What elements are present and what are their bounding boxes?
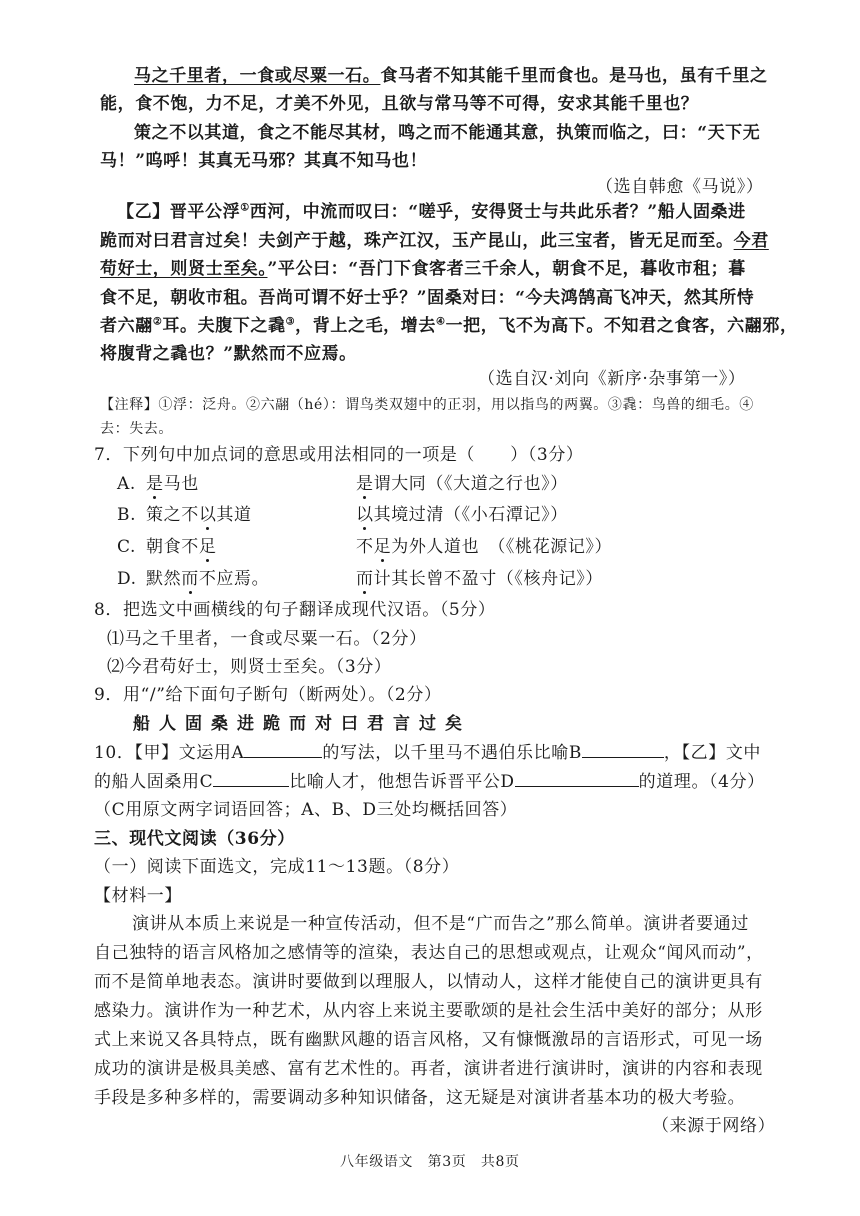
q7-b-left: 策之不以其道 [146,505,252,525]
notes-line-1: 【注释】①浮：泛舟。②六翮（hé）：谓鸟类双翅中的正羽，用以指鸟的两翼。③毳：鸟兽的细毛。④ [100,397,754,413]
dotted-char: 足 [198,537,217,557]
dotted-char: 以 [198,505,217,525]
answer-blank-a[interactable] [244,741,322,758]
dotted-char: 以 [356,505,374,525]
q7-option-d: D. [117,569,137,589]
q10-text: 比喻人才，他想告诉晋平公D [289,772,515,792]
yi-label: 【乙】 [117,202,170,222]
yi-line-2 [100,229,769,253]
q10-text: ，【乙】文中 [663,743,762,763]
material-1-label: 【材料一】 [94,886,182,906]
yi-text: 晋平公浮 [169,202,241,222]
q7-option-a [117,472,136,496]
q7-stem: 7．下列句中加点词的意思或用法相同的一项是（ ）（3分） [94,445,584,465]
yi-line-4: 食不足，朝收市租。吾尚可谓不好士乎？”固桑对曰：“今夫鸿鹄高飞冲天，然其所恃 [100,288,755,308]
yi-text: 耳。夫腹下之毳 [162,316,286,336]
q9-sentence: 船人固桑进跪而对曰君言过矣 [133,714,471,734]
jia-line-1-rest: 食马者不知其能千里而食也。是马也，虽有千里之 [380,66,768,86]
yi-text: 西河，中流而叹曰：“嗟乎，安得贤士与共此乐者？”船人固桑进 [249,202,746,222]
jia-line-1 [134,64,768,88]
yi-underlined-start: 今君 [733,231,769,251]
yi-line-1 [117,200,746,224]
page-footer: 八年级语文 第3页 共8页 [340,1154,520,1170]
q9-stem: 9．用“/”给下面句子断句（断两处）。（2分） [94,685,442,705]
material-1-line-6: 成功的演讲是极具美感、富有艺术性的。再者，演讲者进行演讲时，演讲的内容和表现 [94,1059,763,1079]
jia-underlined-sentence: 马之千里者，一食或尽粟一石。 [134,66,381,86]
jia-line-3: 策之不以其道，食之不能尽其材，鸣之而不能通其意，执策而临之，曰：“天下无 [134,123,761,143]
note-marker-3: ③ [285,316,296,328]
q10-line-1 [94,741,761,765]
option-label: A. [117,474,136,494]
note-marker-1: ① [240,202,250,214]
material-1-line-5: 式上来说又各具特点，既有幽默风趣的语言风格，又有慷慨激昂的言语形式，可见一场 [94,1030,763,1050]
yi-text: ”平公曰：“吾门下食客者三千余人，朝食不足，暮收市租；暮 [267,259,746,279]
yi-line-3 [100,257,746,281]
material-1-line-4: 感染力。演讲作为一种艺术，从内容上来说主要歌颂的是社会生活中美好的部分；从形 [94,1001,763,1021]
dotted-char: 足 [373,537,392,557]
q8-stem: 8．把选文中画横线的句子翻译成现代汉语。（5分） [94,600,496,620]
q8-item-2: ⑵今君苟好士，则贤士至矣。（3分） [107,657,392,677]
q7-d-right: 而计其长曾不盈寸（《核舟记》） [356,569,604,589]
q7-c-right: 不足为外人道也 （《桃花源记》） [356,537,613,557]
jia-line-2: 能，食不饱，力不足，才美不外见，且欲与常马等不可得，安求其能千里也？ [100,94,699,114]
q7-option-b: B. [117,505,137,525]
q8-item-1: ⑴马之千里者，一食或尽粟一石。（2分） [107,629,427,649]
q7-option-c: C. [117,537,137,557]
note-marker-2: ② [152,316,163,328]
q10-text: 的道理。（4分） [638,772,765,792]
yi-text: ，背上之毛，增去 [295,316,436,336]
dotted-char: 是 [146,474,164,494]
dotted-char: 而 [181,569,199,589]
q7-b-right: 以其境过清（《小石潭记》） [356,505,568,525]
q10-text: 10．【甲】文运用A [94,743,245,763]
section-3-subtitle: （一）阅读下面选文，完成11～13题。（8分） [94,857,460,877]
material-1-line-3: 而不是简单地表态。演讲时要做到以理服人，以情动人，这样才能使自己的演讲更具有 [94,972,763,992]
material-1-line-1: 演讲从本质上来说是一种宣传活动，但不是“广而告之”那么简单。演讲者要通过 [132,914,749,934]
q10-note: （C用原文两字词语回答；A、B、D三处均概括回答） [94,800,518,820]
jia-line-4: 马！”呜呼！其真无马邪？其真不知马也！ [100,151,428,171]
notes-line-2: 去：失去。 [100,421,173,437]
yi-line-5 [100,314,798,338]
q7-c-left: 朝食不足 [146,537,217,557]
q7-a-right: 是谓大同（《大道之行也》） [356,474,568,494]
section-3-title: 三、现代文阅读（36分） [94,829,295,849]
q7-a-left: 是马也 [146,474,199,494]
material-1-line-2: 自己独特的语言风格加之感情等的渲染，表达自己的思想或观点，让观众“闻风而动”， [94,943,764,963]
q10-line-2 [94,770,765,794]
yi-text: 一把，飞不为高下。不知君之食客，六翮邪， [445,316,798,336]
q10-text: 的写法，以千里马不遇伯乐比喻B [322,743,582,763]
yi-text: 跪而对曰君言过矣！夫剑产于越，珠产江汉，玉产昆山，此三宝者，皆无足而至。 [100,231,734,251]
yi-text: 者六翮 [100,316,153,336]
dotted-char: 而 [356,569,374,589]
yi-source: （选自汉·刘向《新序·杂事第一》） [478,369,746,389]
yi-line-6: 将腹背之毳也？”默然而不应焉。 [100,344,357,364]
material-1-line-7: 手段是多种多样的，需要调动多种知识储备，这无疑是对演讲者基本功的极大考验。 [94,1088,746,1108]
q7-d-left: 默然而不应焉。 [146,569,270,589]
dotted-char: 是 [356,474,374,494]
jia-source: （选自韩愈《马说》） [596,177,764,197]
q10-text: 的船人固桑用C [94,772,214,792]
note-marker-4: ④ [435,316,446,328]
answer-blank-d[interactable] [515,770,639,787]
yi-underlined-end: 苟好士，则贤士至矣。 [100,259,268,279]
answer-blank-c[interactable] [213,770,289,787]
answer-blank-b[interactable] [582,741,664,758]
material-1-source: （来源于网络） [652,1116,776,1136]
